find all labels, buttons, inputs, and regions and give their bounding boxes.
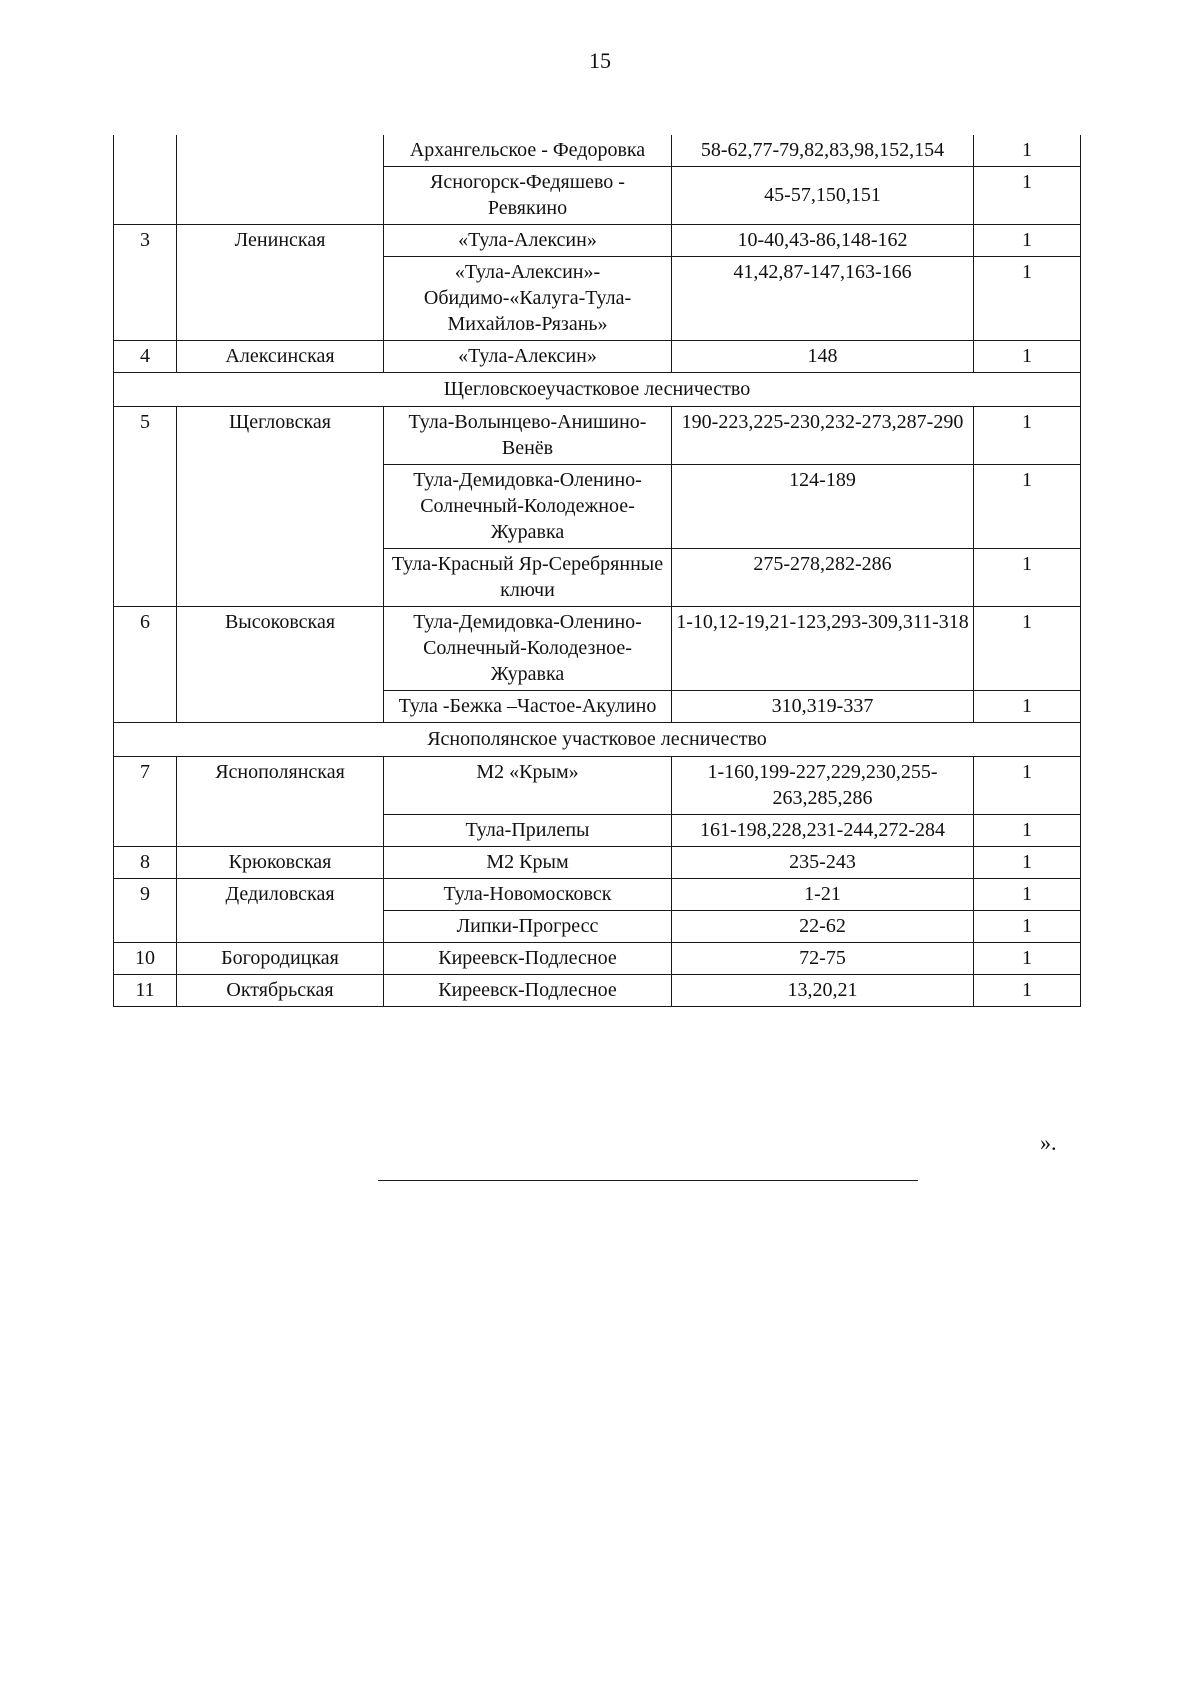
count-cell: 1 [974,341,1081,373]
count-cell: 1 [974,691,1081,723]
road-cell: М2 «Крым» [384,757,672,815]
quarters-cell: 1-160,199-227,229,230,255-263,285,286 [672,757,974,815]
row-number-cell: 6 [114,607,177,691]
section-title: Щегловскоеучастковое лесничество [114,373,1081,407]
district-cell [177,691,384,723]
district-cell [177,257,384,341]
district-cell [177,167,384,225]
row-number-cell: 8 [114,847,177,879]
quarters-cell: 148 [672,341,974,373]
road-cell: Ясногорск-Федяшево - Ревякино [384,167,672,225]
district-cell: Дедиловская [177,879,384,911]
row-number-cell: 4 [114,341,177,373]
district-cell [177,549,384,607]
district-cell: Октябрьская [177,975,384,1007]
count-cell: 1 [974,607,1081,691]
row-number-cell [114,465,177,549]
table-row [114,167,1081,225]
count-cell: 1 [974,465,1081,549]
forest-roads-table [113,135,1081,1007]
district-cell: Ленинская [177,225,384,257]
quarters-cell: 45-57,150,151 [672,167,974,225]
table-row [114,943,1081,975]
count-cell: 1 [974,225,1081,257]
count-cell: 1 [974,757,1081,815]
row-number-cell: 3 [114,225,177,257]
quarters-cell: 41,42,87-147,163-166 [672,257,974,341]
district-cell [177,465,384,549]
table-row [114,975,1081,1007]
row-number-cell [114,911,177,943]
road-cell: Тула -Бежка –Частое-Акулино [384,691,672,723]
table-row [114,879,1081,911]
road-cell: «Тула-Алексин»-Обидимо-«Калуга-Тула-Михайлов-Рязань» [384,257,672,341]
page-number: 15 [589,48,611,73]
road-cell: «Тула-Алексин» [384,341,672,373]
district-cell [177,135,384,167]
quarters-cell: 310,319-337 [672,691,974,723]
road-cell: Киреевск-Подлесное [384,943,672,975]
quarters-cell: 235-243 [672,847,974,879]
table-row [114,549,1081,607]
row-number-cell: 5 [114,407,177,465]
road-cell: М2 Крым [384,847,672,879]
count-cell: 1 [974,257,1081,341]
quarters-cell: 22-62 [672,911,974,943]
district-cell: Щегловская [177,407,384,465]
district-cell [177,815,384,847]
quarters-cell: 10-40,43-86,148-162 [672,225,974,257]
district-cell: Богородицкая [177,943,384,975]
table-row [114,407,1081,465]
count-cell: 1 [974,911,1081,943]
quarters-cell: 275-278,282-286 [672,549,974,607]
count-cell: 1 [974,879,1081,911]
road-cell: «Тула-Алексин» [384,225,672,257]
count-cell: 1 [974,815,1081,847]
section-title: Яснополянское участковое лесничество [114,723,1081,757]
road-cell: Тула-Красный Яр-Серебрянные ключи [384,549,672,607]
count-cell: 1 [974,407,1081,465]
row-number-cell [114,257,177,341]
table-row [114,225,1081,257]
quarters-cell: 190-223,225-230,232-273,287-290 [672,407,974,465]
row-number-cell [114,815,177,847]
closing-quote: ». [1040,1130,1057,1155]
row-number-cell [114,691,177,723]
road-cell: Тула-Новомосковск [384,879,672,911]
row-number-cell: 9 [114,879,177,911]
table-row [114,757,1081,815]
row-number-cell: 7 [114,757,177,815]
road-cell: Тула-Прилепы [384,815,672,847]
road-cell: Тула-Демидовка-Оленино-Солнечный-Колодежное-Журавка [384,465,672,549]
table-row [114,815,1081,847]
row-number-cell [114,549,177,607]
end-rule [378,1180,918,1181]
count-cell: 1 [974,549,1081,607]
road-cell: Тула-Демидовка-Оленино-Солнечный-Колодезное-Журавка [384,607,672,691]
district-cell: Яснополянская [177,757,384,815]
row-number-cell: 11 [114,975,177,1007]
table-row [114,341,1081,373]
table-row [114,691,1081,723]
table-row [114,465,1081,549]
district-cell [177,911,384,943]
road-cell: Архангельское - Федоровка [384,135,672,167]
quarters-cell: 72-75 [672,943,974,975]
count-cell: 1 [974,167,1081,225]
quarters-cell: 161-198,228,231-244,272-284 [672,815,974,847]
count-cell: 1 [974,135,1081,167]
count-cell: 1 [974,975,1081,1007]
section-row [114,373,1081,407]
quarters-cell: 1-21 [672,879,974,911]
road-cell: Липки-Прогресс [384,911,672,943]
table-row [114,607,1081,691]
district-cell: Алексинская [177,341,384,373]
quarters-cell: 124-189 [672,465,974,549]
quarters-cell: 1-10,12-19,21-123,293-309,311-318 [672,607,974,691]
section-row [114,723,1081,757]
road-cell: Тула-Волынцево-Анишино-Венёв [384,407,672,465]
row-number-cell [114,135,177,167]
count-cell: 1 [974,847,1081,879]
quarters-cell: 13,20,21 [672,975,974,1007]
table-row [114,257,1081,341]
table-row [114,135,1081,167]
count-cell: 1 [974,943,1081,975]
district-cell: Крюковская [177,847,384,879]
road-cell: Киреевск-Подлесное [384,975,672,1007]
district-cell: Высоковская [177,607,384,691]
row-number-cell [114,167,177,225]
table-row [114,847,1081,879]
row-number-cell: 10 [114,943,177,975]
table-row [114,911,1081,943]
quarters-cell: 58-62,77-79,82,83,98,152,154 [672,135,974,167]
